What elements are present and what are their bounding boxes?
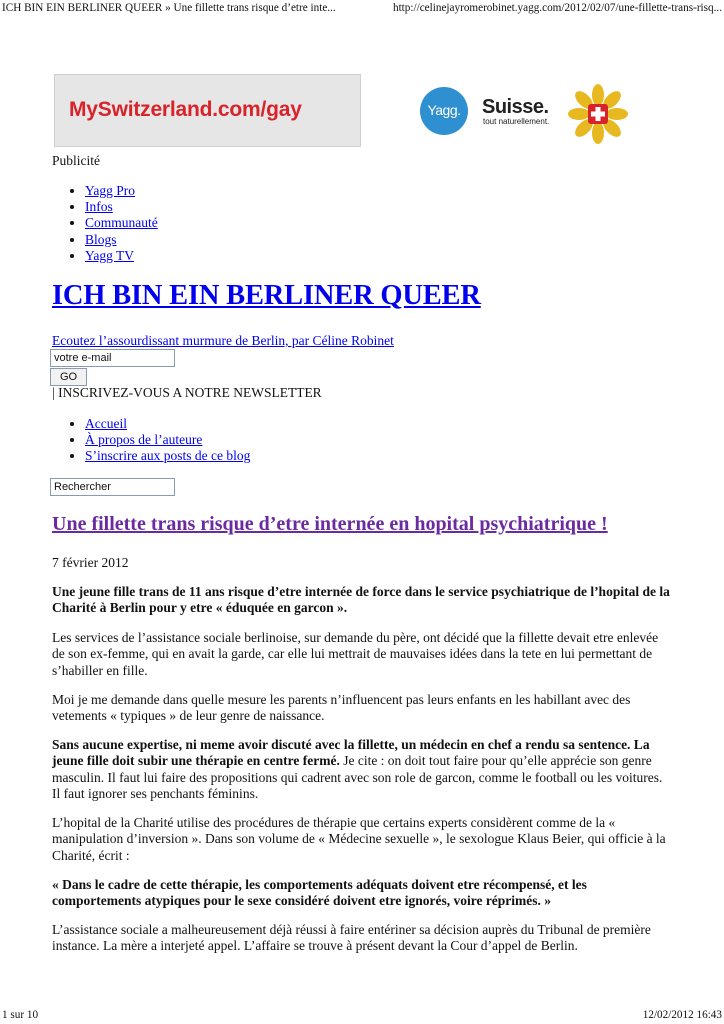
print-timestamp: 12/02/2012 16:43	[642, 1009, 722, 1021]
yagg-logo[interactable]	[420, 87, 468, 135]
ad-banner-text: MySwitzerland.com/gay	[69, 98, 302, 121]
menu-item	[85, 232, 158, 248]
yagg-logo-text: Yagg.	[427, 102, 461, 118]
menu-link-infos[interactable]: Infos	[85, 199, 113, 215]
suisse-title: Suisse.	[482, 96, 549, 118]
post-lead-paragraph: Une jeune fille trans de 11 ans risque d’etre internée de force dans le service psychiatrique de l’hopital de la Charité à Berlin pour y etre « éduquée en garcon ».	[52, 584, 670, 616]
post-paragraph: L’hopital de la Charité utilise des procédures de thérapie que certains experts considèrent comme de la « manipulation d’inversion ». Dans son volume de « Médecine sexuelle », le sexologue Klaus Beier, qui officie à la Charité, écrit :	[52, 815, 666, 863]
post-paragraph: Les services de l’assistance sociale berlinoise, sur demande du père, ont décidé que la fillette devait etre enlevée de son ex-femme, qui en avait la garde, car elle lui mettrait de mauvaises idées dans la tete en lui permettant de s’habiller en fille.	[52, 630, 659, 678]
blog-menu	[67, 416, 250, 465]
menu-item	[85, 248, 158, 264]
menu-link-accueil[interactable]: Accueil	[85, 416, 127, 431]
top-menu	[67, 183, 158, 264]
newsletter-go-button[interactable]: GO	[50, 368, 87, 386]
menu-link-communaute[interactable]: Communauté	[85, 215, 158, 231]
suisse-tagline: tout naturellement.	[483, 117, 550, 126]
newsletter-email-field[interactable]: votre e-mail	[50, 349, 175, 367]
print-header-title: ICH BIN EIN BERLINER QUEER » Une fillette trans risque d’etre inte...	[2, 2, 336, 14]
menu-item	[85, 199, 158, 215]
menu-link-blogs[interactable]: Blogs	[85, 231, 117, 247]
suisse-logo[interactable]	[482, 97, 549, 127]
print-header-url: http://celinejayromerobinet.yagg.com/2012/02/07/une-fillette-trans-risq...	[392, 2, 722, 14]
post-date: 7 février 2012	[52, 555, 129, 570]
post-paragraph-rest: Je cite : on doit tout faire pour qu’elle apprécie son genre masculin. Il faut lui faire des propositions qui cadrent avec son role de garcon, comme le football ou les voitures. Il faut ignorer ses penchants féminins.	[52, 753, 663, 801]
blog-tagline[interactable]: Ecoutez l’assourdissant murmure de Berlin, par Céline Robinet	[52, 333, 394, 348]
menu-item	[85, 448, 250, 464]
page-counter: 1 sur 10	[2, 1009, 39, 1021]
post-quote: « Dans le cadre de cette thérapie, les comportements adéquats doivent etre récompensé, et les comportements atypiques pour le sexe considéré doivent etre ignorés, voire réprimés. »	[52, 877, 587, 909]
swiss-flower-icon	[568, 84, 628, 144]
search-input[interactable]: Rechercher	[50, 478, 175, 496]
menu-item	[85, 215, 158, 231]
ad-banner[interactable]	[54, 74, 361, 147]
print-header	[0, 0, 724, 16]
publicite-label: Publicité	[52, 153, 100, 168]
menu-item	[85, 183, 158, 199]
blog-title[interactable]: ICH BIN EIN BERLINER QUEER	[52, 280, 481, 311]
post-paragraph-bold: Sans aucune expertise, ni meme avoir discuté avec la fillette, un médecin en chef a rendu sa sentence. La jeune fille doit subir une thérapie en centre fermé.	[52, 737, 650, 769]
post-paragraph: Moi je me demande dans quelle mesure les parents n’influencent pas leurs enfants en les habillant avec des vetements « typiques » de leur genre de naissance.	[52, 692, 631, 724]
menu-link-a-propos[interactable]: À propos de l’auteure	[85, 432, 203, 448]
menu-link-yagg-pro[interactable]: Yagg Pro	[85, 183, 136, 198]
menu-link-sinscrire[interactable]: S’inscrire aux posts de ce blog	[85, 448, 251, 464]
newsletter-label: | INSCRIVEZ-VOUS A NOTRE NEWSLETTER	[52, 385, 322, 400]
menu-link-yagg-tv[interactable]: Yagg TV	[85, 247, 135, 263]
post-title[interactable]: Une fillette trans risque d’etre internée en hopital psychiatrique !	[52, 513, 608, 535]
print-footer	[0, 1006, 724, 1024]
menu-item	[85, 432, 250, 448]
post-paragraph: L’assistance sociale a malheureusement déjà réussi à faire entériner sa décision auprès du Tribunal de première instance. La mère a interjeté appel. L’affaire se trouve à présent devant la Cour d’appel de Berlin.	[52, 922, 651, 954]
post-paragraph	[52, 737, 672, 802]
menu-item	[85, 416, 250, 432]
